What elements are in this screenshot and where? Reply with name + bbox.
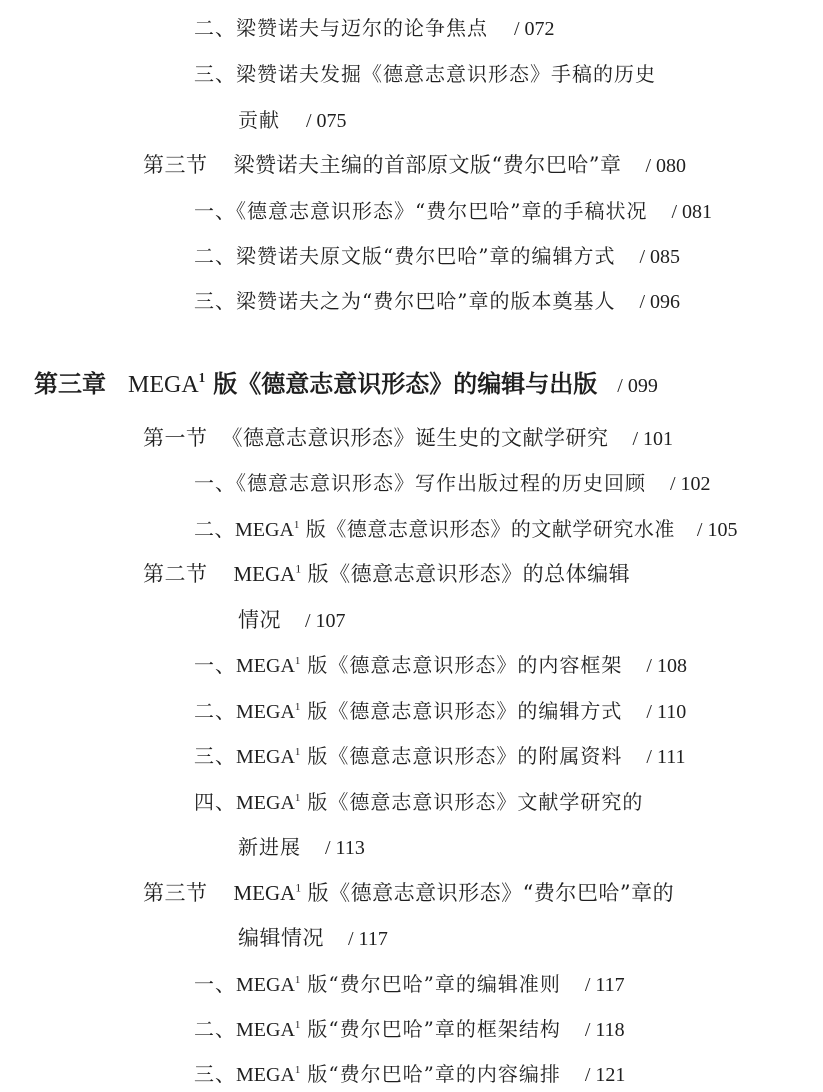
entry-title: 版“费尔巴哈”章的框架结构 xyxy=(307,1017,561,1041)
page-number: / 108 xyxy=(646,655,687,677)
mega-label: MEGA xyxy=(235,519,294,541)
superscript: 1 xyxy=(294,1018,302,1031)
entry-prefix: 一、 xyxy=(194,972,236,996)
page-number: / 107 xyxy=(305,610,346,632)
page-number: / 102 xyxy=(670,473,711,495)
toc-entry-item xyxy=(194,246,680,267)
entry-title: 版《德意志意识形态》的内容框架 xyxy=(307,653,623,677)
toc-entry-continuation xyxy=(238,837,365,858)
entry-prefix: 三、 xyxy=(194,744,236,768)
page-number: / 113 xyxy=(325,837,365,859)
entry-title: 二、梁赞诺夫原文版“费尔巴哈”章的编辑方式 xyxy=(194,244,616,268)
section-label: 第二节 xyxy=(143,562,208,586)
entry-title: 三、梁赞诺夫发掘《德意志意识形态》手稿的历史 xyxy=(194,62,656,86)
mega-label: MEGA xyxy=(236,746,295,768)
page-number: / 072 xyxy=(514,18,555,40)
page-number: / 099 xyxy=(617,375,658,397)
toc-entry-item xyxy=(194,701,686,722)
entry-prefix: 二、 xyxy=(194,1017,236,1041)
page-number: / 105 xyxy=(696,519,738,541)
mega-label: MEGA xyxy=(236,655,295,677)
superscript: 1 xyxy=(294,791,302,804)
entry-title: 一、《德意志意识形态》写作出版过程的历史回顾 xyxy=(194,471,646,495)
entry-title: 版“费尔巴哈”章的内容编排 xyxy=(307,1062,561,1086)
section-label: 第三节 xyxy=(143,881,208,905)
page-number: / 080 xyxy=(645,155,687,177)
toc-entry-item xyxy=(194,519,737,540)
mega-label: MEGA xyxy=(233,562,296,586)
toc-entry-item xyxy=(194,18,555,39)
entry-prefix: 一、 xyxy=(194,653,236,677)
toc-entry-item xyxy=(194,291,680,312)
entry-prefix: 三、 xyxy=(194,1062,236,1086)
mega-label: MEGA xyxy=(236,1019,295,1041)
toc-entry-item xyxy=(194,201,712,222)
mega-label: MEGA xyxy=(233,881,296,905)
page-number: / 117 xyxy=(348,928,388,950)
section-label: 第三节 xyxy=(143,153,208,177)
toc-entry-section xyxy=(143,564,630,585)
superscript: 1 xyxy=(198,370,206,386)
toc-entry-item xyxy=(194,1019,625,1040)
section-label: 第一节 xyxy=(143,426,208,450)
superscript: 1 xyxy=(294,1063,302,1076)
entry-title: 版“费尔巴哈”章的编辑准则 xyxy=(307,972,561,996)
superscript: 1 xyxy=(294,745,302,758)
mega-label: MEGA xyxy=(128,372,199,398)
mega-label: MEGA xyxy=(236,1064,295,1086)
entry-title: 版《德意志意识形态》的编辑与出版 xyxy=(213,369,598,398)
toc-entry-item xyxy=(194,746,685,767)
page-number: / 111 xyxy=(646,746,686,768)
toc-entry-item xyxy=(194,473,711,494)
page-number: / 118 xyxy=(584,1019,625,1041)
toc-entry-item xyxy=(194,64,656,84)
entry-title: 版《德意志意识形态》的编辑方式 xyxy=(307,699,623,723)
toc-entry-chapter xyxy=(34,369,658,398)
superscript: 1 xyxy=(295,882,302,895)
page-number: / 117 xyxy=(584,974,625,996)
toc-entry-section xyxy=(143,883,674,904)
entry-title: 版《德意志意识形态》“费尔巴哈”章的 xyxy=(307,881,675,905)
page-number: / 096 xyxy=(639,291,681,313)
page-number: / 081 xyxy=(671,201,713,223)
toc-entry-item xyxy=(194,974,625,995)
entry-title: 版《德意志意识形态》的附属资料 xyxy=(307,744,623,768)
superscript: 1 xyxy=(293,518,300,531)
toc-entry-item xyxy=(194,655,687,676)
entry-prefix: 二、 xyxy=(194,699,236,723)
chapter-label: 第三章 xyxy=(34,369,106,398)
mega-label: MEGA xyxy=(236,974,295,996)
superscript: 1 xyxy=(294,700,302,713)
entry-title: 梁赞诺夫主编的首部原文版“费尔巴哈”章 xyxy=(233,153,622,177)
entry-title: 三、梁赞诺夫之为“费尔巴哈”章的版本奠基人 xyxy=(194,289,616,313)
page-number: / 085 xyxy=(639,246,681,268)
toc-entry-item xyxy=(194,792,643,813)
entry-title: 一、《德意志意识形态》“费尔巴哈”章的手稿状况 xyxy=(194,199,648,223)
mega-label: MEGA xyxy=(236,792,295,814)
toc-entry-continuation xyxy=(238,610,346,631)
entry-title: 编辑情况 xyxy=(238,926,324,950)
toc-entry-section xyxy=(143,155,686,176)
entry-prefix: 四、 xyxy=(194,790,236,814)
entry-title: 版《德意志意识形态》的文献学研究水准 xyxy=(305,517,675,541)
entry-prefix: 二、 xyxy=(194,517,235,541)
superscript: 1 xyxy=(294,654,302,667)
entry-title: 版《德意志意识形态》文献学研究的 xyxy=(307,790,644,814)
page-number: / 075 xyxy=(306,110,347,132)
mega-label: MEGA xyxy=(236,701,295,723)
page-number: / 101 xyxy=(632,428,674,450)
page-number: / 110 xyxy=(646,701,687,723)
entry-title: 情况 xyxy=(238,608,281,632)
entry-title: 新进展 xyxy=(238,835,301,859)
toc-entry-item xyxy=(194,1064,625,1085)
superscript: 1 xyxy=(294,973,302,986)
entry-title: 《德意志意识形态》诞生史的文献学研究 xyxy=(221,426,609,450)
entry-title: 贡献 xyxy=(238,108,280,132)
superscript: 1 xyxy=(295,563,302,576)
toc-entry-continuation xyxy=(238,928,388,949)
toc-entry-section xyxy=(143,428,673,449)
entry-title: 版《德意志意识形态》的总体编辑 xyxy=(307,562,631,586)
entry-title: 二、梁赞诺夫与迈尔的论争焦点 xyxy=(194,16,488,40)
page-number: / 121 xyxy=(584,1064,626,1086)
toc-entry-continuation xyxy=(238,110,347,131)
